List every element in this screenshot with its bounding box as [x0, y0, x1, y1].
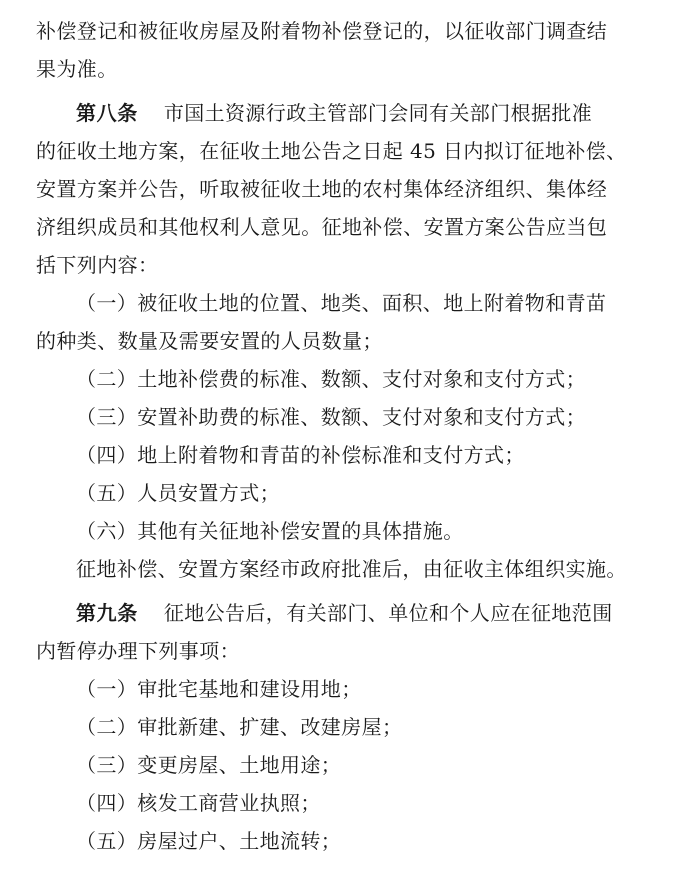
text-line: 补偿登记和被征收房屋及附着物补偿登记的，以征收部门调查结 [36, 19, 608, 43]
list-item: （五）人员安置方式； [76, 481, 280, 505]
article-9-first-line [36, 594, 653, 632]
list-item: （三）变更房屋、土地用途； [76, 753, 342, 777]
list-item: （二）土地补偿费的标准、数额、支付对象和支付方式； [76, 367, 586, 391]
article-8-first-line [36, 94, 653, 132]
list-item-continuation: 的种类、数量及需要安置的人员数量； [36, 329, 383, 353]
text-line: 征地补偿、安置方案经市政府批准后，由征收主体组织实施。 [76, 557, 627, 581]
list-item: （一）审批宅基地和建设用地； [76, 677, 362, 701]
text-line: 安置方案并公告，听取被征收土地的农村集体经济组织、集体经 [36, 177, 608, 201]
list-item: （五）房屋过户、土地流转； [76, 829, 342, 853]
list-item: （四）地上附着物和青苗的补偿标准和支付方式； [76, 443, 525, 467]
text-line: 的征收土地方案，在征收土地公告之日起 45 日内拟订征地补偿、 [36, 139, 627, 163]
text-line: 果为准。 [36, 57, 118, 81]
article-8-heading: 第八条 [76, 101, 138, 125]
list-item: （二）审批新建、扩建、改建房屋； [76, 715, 403, 739]
list-item: （三）安置补助费的标准、数额、支付对象和支付方式； [76, 405, 586, 429]
text-line: 内暂停办理下列事项： [36, 639, 240, 663]
text-line: 济组织成员和其他权利人意见。征地补偿、安置方案公告应当包 [36, 215, 608, 239]
article-8-text: 市国土资源行政主管部门会同有关部门根据批准 [163, 101, 593, 125]
list-item: （六）其他有关征地补偿安置的具体措施。 [76, 519, 464, 543]
list-item: （四）核发工商营业执照； [76, 791, 321, 815]
article-9-text: 征地公告后，有关部门、单位和个人应在征地范围 [163, 601, 613, 625]
text-line: 括下列内容： [36, 253, 159, 277]
article-9-heading: 第九条 [76, 601, 138, 625]
list-item: （一）被征收土地的位置、地类、面积、地上附着物和青苗 [76, 291, 607, 315]
